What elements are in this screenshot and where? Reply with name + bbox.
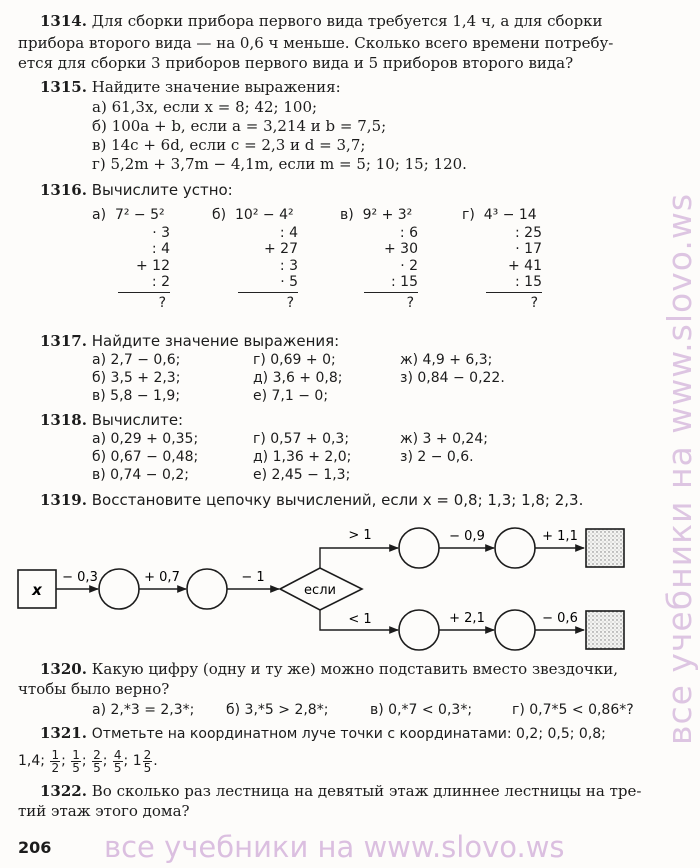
col-c-label: в) [340, 207, 354, 223]
p1317-e: д) 3,6 + 0,8; [253, 370, 343, 386]
col-a-head: 7² − 5² [114, 207, 165, 223]
problem-1320-text1: Какую цифру (одну и ту же) можно подставить вместо звездочки, [91, 660, 618, 678]
fraction-5-sep: . [153, 753, 158, 769]
blank-circle-upper-2 [495, 528, 535, 568]
page-number: 206 [18, 838, 52, 857]
p1318-e: д) 1,36 + 2,0; [253, 449, 352, 465]
p1317-g: ж) 4,9 + 6,3; [400, 352, 493, 368]
col-c-op: : 6 [399, 225, 418, 241]
p1318-c: в) 0,74 − 0,2; [92, 467, 189, 483]
p1320-b: б) 3,*5 > 2,8*; [226, 702, 329, 718]
upper-branch-label: > 1 [348, 528, 372, 543]
watermark-bottom: все учебники на www.slovo.ws [104, 830, 565, 864]
p1320-d: г) 0,7*5 < 0,86*? [512, 702, 634, 718]
calculation-chain-diagram [0, 515, 640, 665]
p1317-c: в) 5,8 − 1,9; [92, 388, 181, 404]
p1317-a: а) 2,7 − 0,6; [92, 352, 181, 368]
col-c-head: 9² + 3² [362, 207, 413, 223]
problem-1322-line2: тий этаж этого дома? [18, 802, 190, 820]
problem-1321-line1 [40, 724, 606, 743]
blank-circle-lower-2 [495, 610, 535, 650]
problem-1318-number: 1318. [40, 411, 87, 429]
problem-1314-line1 [40, 12, 603, 30]
problem-1322-line1 [40, 782, 641, 800]
problem-1317-heading: Найдите значение выражения: [91, 332, 340, 350]
problem-1315-item-c: в) 14c + 6d, если c = 2,3 и d = 3,7; [92, 136, 366, 154]
col-c-chain [364, 225, 418, 311]
col-d-op: + 41 [508, 257, 542, 274]
problem-1321-number: 1321. [40, 724, 87, 742]
col-b-op: · 5 [280, 274, 298, 291]
problem-1318-heading: Вычислите: [91, 411, 184, 429]
col-b-op: + 27 [264, 241, 298, 258]
p1318-f: е) 2,45 − 1,3; [253, 467, 351, 483]
problem-1314-text1: Для сборки прибора первого вида требуется 1,4 ч, а для сборки [91, 12, 603, 30]
blank-circle-2 [187, 569, 227, 609]
col-a-op: : 4 [151, 241, 170, 258]
fraction-3-sep: ; [102, 753, 108, 769]
problem-1316-heading: Вычислите устно: [91, 181, 233, 199]
problem-1314-line2: прибора второго вида — на 0,6 ч меньше. Сколько всего времени потребу- [18, 34, 614, 52]
fraction-3-den: 5 [93, 760, 101, 775]
col-d-result: ? [530, 294, 538, 311]
fraction-1-den: 2 [51, 760, 60, 775]
problem-1315-item-d: г) 5,2m + 3,7m − 4,1m, если m = 5; 10; 15; 120. [92, 155, 467, 173]
col-b-head: 10² − 4² [235, 207, 294, 223]
problem-1321-line2 [18, 746, 158, 776]
col-b-rule [238, 292, 298, 293]
col-b-result: ? [286, 294, 294, 311]
p1320-c: в) 0,*7 < 0,3*; [370, 702, 473, 718]
col-d-head: 4³ − 14 [483, 207, 537, 223]
op-1-label: − 0,3 [62, 570, 98, 585]
fraction-3 [91, 747, 108, 775]
fraction-5-whole: 1 [132, 753, 142, 769]
col-c-result: ? [406, 294, 414, 311]
col-c-head-line [340, 206, 412, 224]
col-a-rule [118, 292, 170, 293]
col-b-label: б) [212, 207, 227, 223]
op-3-label: − 1 [241, 570, 265, 585]
fraction-1-sep: ; [61, 753, 66, 769]
problem-1320-number: 1320. [40, 660, 87, 678]
p1318-d: г) 0,57 + 0,3; [253, 431, 350, 447]
problem-1319-number: 1319. [40, 491, 87, 509]
fraction-4-den: 5 [113, 760, 122, 775]
col-d-head-line [462, 206, 537, 224]
col-d-op: : 15 [515, 274, 542, 291]
col-c-op: : 15 [391, 274, 418, 291]
col-d-op: · 17 [515, 241, 542, 258]
condition-label: если [304, 583, 336, 598]
problem-1315-title [40, 78, 341, 96]
p1321-start: 1,4; [18, 753, 45, 769]
col-d-rule [486, 292, 542, 293]
p1320-a: а) 2,*3 = 2,3*; [92, 702, 195, 718]
col-a-op: + 12 [136, 257, 170, 274]
op-2-label: + 0,7 [144, 570, 180, 585]
problem-1315-item-b: б) 100a + b, если a = 3,214 и b = 7,5; [92, 117, 387, 135]
col-d-op: : 25 [515, 225, 542, 241]
upper-branch-arrow [320, 548, 398, 568]
col-b-head-line [212, 206, 294, 224]
upper-result-box [586, 529, 624, 567]
col-a-head-line [92, 206, 165, 224]
fraction-2-den: 5 [72, 760, 80, 775]
problem-1319-heading: Восстановите цепочку вычислений, если x = 0,8; 1,3; 1,8; 2,3. [91, 491, 584, 509]
fraction-5 [132, 747, 158, 775]
fraction-4-num: 4 [113, 747, 122, 762]
problem-1319-title [40, 491, 583, 509]
fraction-4 [112, 747, 129, 775]
problem-1321-text1: Отметьте на координатном луче точки с координатами: 0,2; 0,5; 0,8; [91, 726, 606, 742]
problem-1316-number: 1316. [40, 181, 87, 199]
p1318-a: а) 0,29 + 0,35; [92, 431, 199, 447]
fraction-2-sep: ; [81, 753, 87, 769]
lower-result-box [586, 611, 624, 649]
problem-1316-title [40, 181, 233, 199]
fraction-5-den: 5 [143, 760, 152, 775]
col-b-chain [238, 225, 298, 311]
col-a-result: ? [158, 294, 166, 311]
col-b-op: : 4 [279, 225, 298, 241]
start-value: x [32, 581, 42, 599]
p1317-f: е) 7,1 − 0; [253, 388, 329, 404]
fraction-2 [70, 747, 87, 775]
col-c-rule [364, 292, 418, 293]
lower-op-2-label: − 0,6 [542, 611, 578, 626]
p1317-d: г) 0,69 + 0; [253, 352, 336, 368]
fraction-1 [49, 747, 66, 775]
col-d-chain [486, 225, 542, 311]
fraction-2-num: 1 [72, 747, 80, 762]
upper-op-1-label: − 0,9 [449, 529, 485, 544]
problem-1320-line1 [40, 660, 618, 678]
col-c-op: + 30 [384, 241, 418, 258]
blank-circle-upper-1 [399, 528, 439, 568]
p1318-g: ж) 3 + 0,24; [400, 431, 488, 447]
fraction-1-num: 1 [51, 747, 60, 762]
watermark-side: все учебники на www.slovo.ws [660, 192, 699, 745]
col-c-op: · 2 [400, 257, 418, 274]
blank-circle-1 [99, 569, 139, 609]
p1318-h: з) 2 − 0,6. [400, 449, 474, 465]
problem-1315-number: 1315. [40, 78, 87, 96]
problem-1315-item-a: а) 61,3x, если x = 8; 42; 100; [92, 98, 318, 116]
problem-1314-number: 1314. [40, 12, 87, 30]
lower-op-1-label: + 2,1 [449, 611, 485, 626]
col-a-op: : 2 [151, 274, 170, 291]
fraction-5-num: 2 [143, 747, 152, 762]
problem-1315-heading: Найдите значение выражения: [91, 78, 341, 96]
problem-1320-line2: чтобы было верно? [18, 680, 170, 698]
fraction-4-sep: ; [123, 753, 129, 769]
fraction-3-num: 2 [93, 747, 101, 762]
col-a-op: · 3 [152, 225, 170, 241]
p1317-h: з) 0,84 − 0,22. [400, 370, 505, 386]
upper-op-2-label: + 1,1 [542, 529, 578, 544]
problem-1317-title [40, 332, 339, 350]
p1317-b: б) 3,5 + 2,3; [92, 370, 181, 386]
p1318-b: б) 0,67 − 0,48; [92, 449, 199, 465]
problem-1314-line3: ется для сборки 3 приборов первого вида и 5 приборов второго вида? [18, 54, 574, 72]
problem-1322-text1: Во сколько раз лестница на девятый этаж длиннее лестницы на тре- [91, 782, 642, 800]
col-a-label: а) [92, 207, 107, 223]
problem-1317-number: 1317. [40, 332, 87, 350]
col-a-chain [118, 225, 170, 311]
col-b-op: : 3 [279, 257, 298, 274]
problem-1322-number: 1322. [40, 782, 87, 800]
lower-branch-label: < 1 [348, 612, 372, 627]
problem-1318-title [40, 411, 183, 429]
col-d-label: г) [462, 207, 475, 223]
blank-circle-lower-1 [399, 610, 439, 650]
